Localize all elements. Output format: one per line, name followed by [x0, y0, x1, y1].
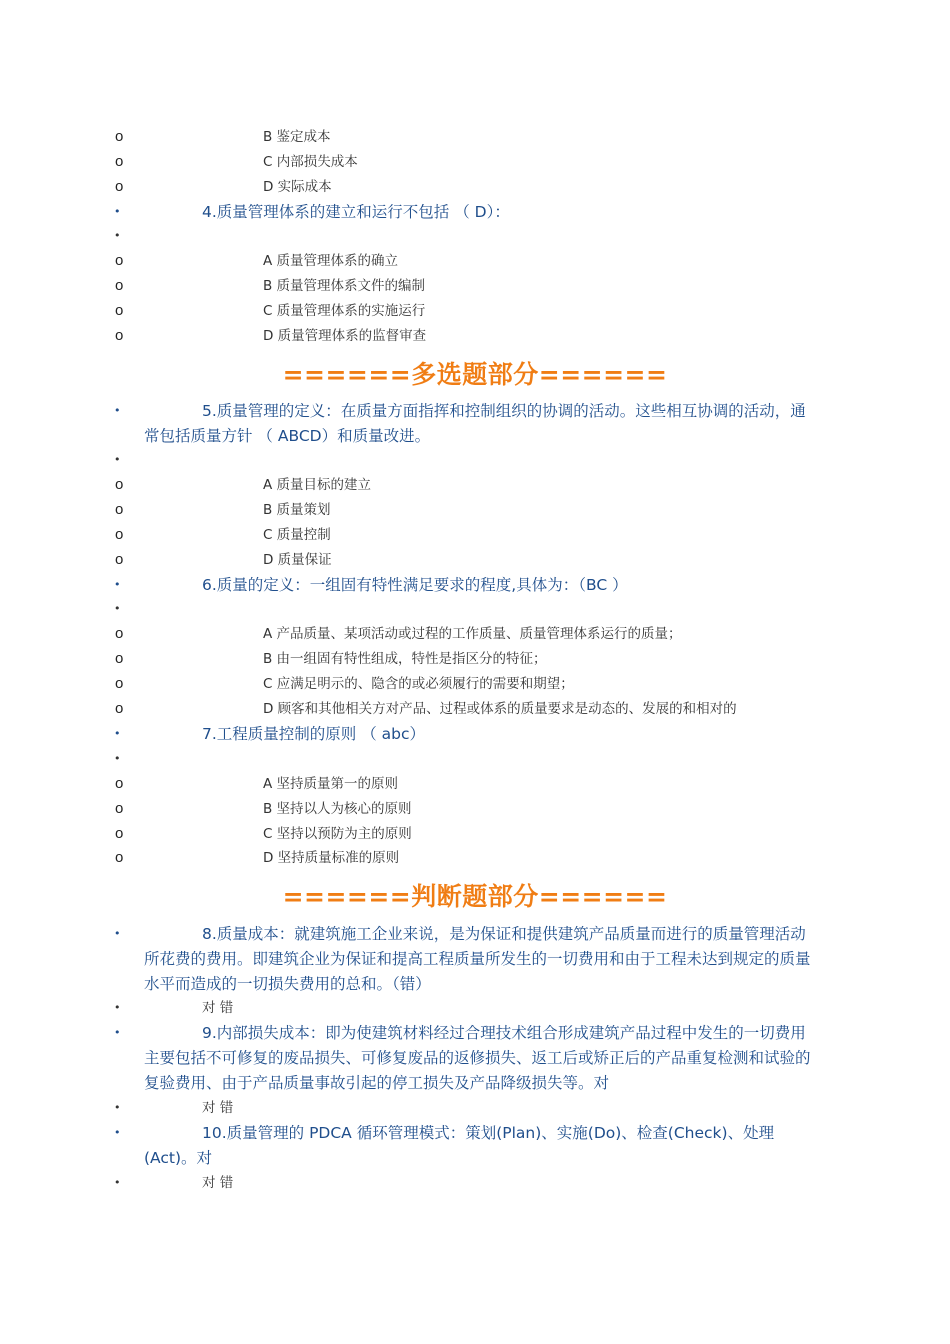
option-text: D 质量管理体系的监督审查 — [263, 328, 427, 344]
option-text: D 顾客和其他相关方对产品、过程或体系的质量要求是动态的、发展的和相对的 — [263, 701, 737, 717]
answer-bullet: • — [114, 1101, 121, 1114]
option-row — [0, 822, 950, 846]
question-row — [0, 399, 950, 449]
option-marker: o — [115, 775, 124, 792]
option-text: C 应满足明示的、隐含的或必须履行的需要和期望； — [263, 676, 574, 692]
true-false-choices: 对 错 — [202, 1100, 234, 1116]
option-row — [0, 498, 950, 522]
question-bullet: • — [114, 578, 121, 591]
option-marker: o — [115, 849, 124, 866]
option-marker: o — [115, 327, 124, 344]
option-row — [0, 150, 950, 174]
option-text: A 质量目标的建立 — [263, 477, 372, 493]
empty-bullet: • — [114, 752, 121, 765]
option-text: A 质量管理体系的确立 — [263, 253, 399, 269]
option-row — [0, 797, 950, 821]
option-text: B 由一组固有特性组成，特性是指区分的特征； — [263, 651, 547, 667]
question-row — [0, 1121, 950, 1171]
option-text: A 产品质量、某项活动或过程的工作质量、质量管理体系运行的质量； — [263, 626, 682, 642]
option-marker: o — [115, 252, 124, 269]
true-false-choices: 对 错 — [202, 1175, 234, 1191]
option-row — [0, 473, 950, 497]
option-marker: o — [115, 625, 124, 642]
question-bullet: • — [114, 727, 121, 740]
question-row — [0, 922, 950, 997]
option-marker: o — [115, 825, 124, 842]
option-text: C 质量控制 — [263, 527, 331, 543]
empty-bullet-row — [0, 597, 950, 621]
option-text: B 鉴定成本 — [263, 129, 331, 145]
question-text: 4.质量管理体系的建立和运行不包括 （ D）： — [202, 203, 510, 221]
option-row — [0, 548, 950, 572]
question-bullet: • — [114, 1026, 121, 1039]
empty-bullet: • — [114, 229, 121, 242]
option-row — [0, 249, 950, 273]
option-marker: o — [115, 153, 124, 170]
option-row — [0, 125, 950, 149]
option-text: B 质量策划 — [263, 502, 331, 518]
question-bullet: • — [114, 1126, 121, 1139]
option-row — [0, 299, 950, 323]
option-row — [0, 697, 950, 721]
question-text: 5.质量管理的定义：在质量方面指挥和控制组织的协调的活动。这些相互协调的活动，通常包括质量方针 （ ABCD）和质量改进。 — [144, 402, 806, 445]
empty-bullet-row — [0, 448, 950, 472]
option-text: C 内部损失成本 — [263, 154, 358, 170]
option-row — [0, 523, 950, 547]
question-row — [0, 722, 950, 746]
question-text: 6.质量的定义：一组固有特性满足要求的程度,具体为：（BC ） — [202, 576, 628, 594]
question-bullet: • — [114, 927, 121, 940]
option-marker: o — [115, 501, 124, 518]
question-row — [0, 1021, 950, 1096]
empty-bullet-row — [0, 224, 950, 248]
section-heading-true-false: ======判断题部分====== — [282, 882, 668, 911]
option-marker: o — [115, 700, 124, 717]
true-false-choices: 对 错 — [202, 1000, 234, 1016]
question-row — [0, 200, 950, 224]
option-row — [0, 846, 950, 870]
option-text: D 质量保证 — [263, 552, 332, 568]
section-heading-multi-choice: ======多选题部分====== — [282, 360, 668, 389]
question-text: 7.工程质量控制的原则 （ abc） — [202, 725, 426, 743]
question-text: 10.质量管理的 PDCA 循环管理模式：策划(Plan)、实施(Do)、检查(Check)、处理(Act)。对 — [144, 1124, 775, 1167]
question-text: 9.内部损失成本：即为使建筑材料经过合理技术组合形成建筑产品过程中发生的一切费用主要包括不可修复的废品损失、可修复废品的返修损失、返工后或矫正后的产品重复检测和试验的复验费用、由于产品质量事故引起的停工损失及产品降级损失等。对 — [144, 1024, 811, 1092]
option-row — [0, 672, 950, 696]
question-text: 8.质量成本：就建筑施工企业来说，是为保证和提供建筑产品质量而进行的质量管理活动所花费的费用。即建筑企业为保证和提高工程质量所发生的一切费用和由于工程未达到规定的质量水平而造成的一切损失费用的总和。（错） — [144, 925, 811, 993]
question-bullet: • — [114, 205, 121, 218]
option-marker: o — [115, 178, 124, 195]
option-marker: o — [115, 526, 124, 543]
question-bullet: • — [114, 404, 121, 417]
question-row — [0, 573, 950, 597]
option-text: A 坚持质量第一的原则 — [263, 776, 399, 792]
option-text: D 实际成本 — [263, 179, 332, 195]
option-marker: o — [115, 277, 124, 294]
answer-row — [0, 996, 950, 1020]
answer-row — [0, 1096, 950, 1120]
option-text: C 坚持以预防为主的原则 — [263, 826, 412, 842]
option-marker: o — [115, 800, 124, 817]
option-text: B 坚持以人为核心的原则 — [263, 801, 412, 817]
option-marker: o — [115, 302, 124, 319]
option-row — [0, 175, 950, 199]
option-text: D 坚持质量标准的原则 — [263, 850, 400, 866]
option-row — [0, 274, 950, 298]
empty-bullet-row — [0, 747, 950, 771]
option-marker: o — [115, 650, 124, 667]
empty-bullet: • — [114, 453, 121, 466]
answer-bullet: • — [114, 1176, 121, 1189]
answer-row — [0, 1171, 950, 1195]
answer-bullet: • — [114, 1001, 121, 1014]
option-marker: o — [115, 551, 124, 568]
option-marker: o — [115, 128, 124, 145]
option-marker: o — [115, 476, 124, 493]
option-text: B 质量管理体系文件的编制 — [263, 278, 426, 294]
option-row — [0, 772, 950, 796]
option-text: C 质量管理体系的实施运行 — [263, 303, 426, 319]
option-row — [0, 324, 950, 348]
option-row — [0, 622, 950, 646]
empty-bullet: • — [114, 602, 121, 615]
option-row — [0, 647, 950, 671]
option-marker: o — [115, 675, 124, 692]
